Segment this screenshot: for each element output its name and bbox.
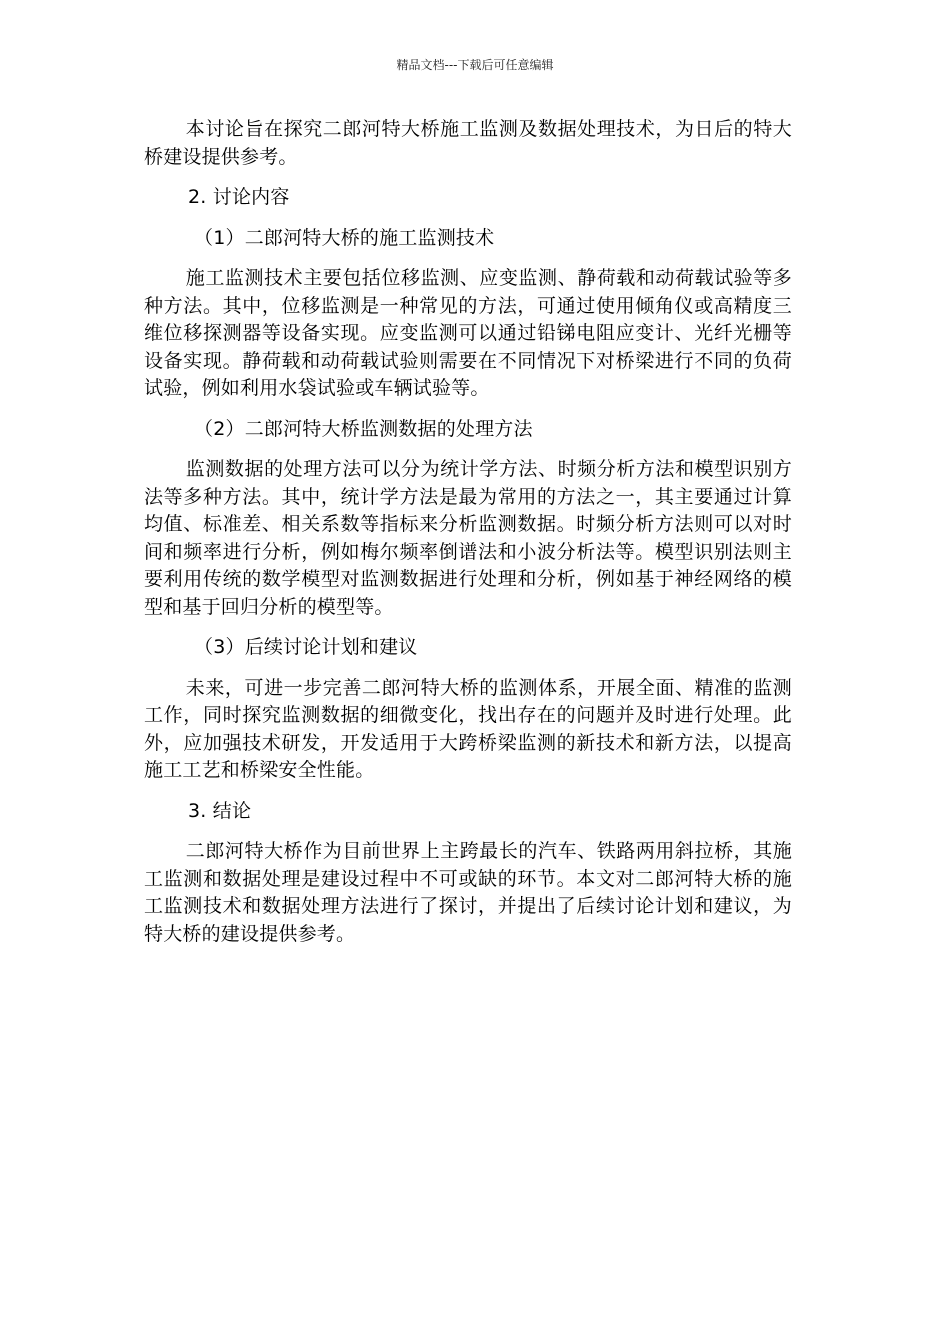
subsection-1-heading: （1）二郎河特大桥的施工监测技术 [194,226,495,249]
subsection-3-paragraph: 未来，可进一步完善二郎河特大桥的监测体系，开展全面、精准的监测工作，同时探究监测数据的细微变化，找出存在的问题并及时进行处理。此外，应加强技术研发，开发适用于大跨桥梁监测的新技术和新方法，以提高施工工艺和桥梁安全性能。 [144,676,792,781]
section-2-heading: 2. 讨论内容 [188,186,290,208]
section-3-heading: 3. 结论 [188,799,252,822]
document-body [144,116,792,961]
conclusion-paragraph: 二郎河特大桥作为目前世界上主跨最长的汽车、铁路两用斜拉桥，其施工监测和数据处理是建设过程中不可或缺的环节。本文对二郎河特大桥的施工监测技术和数据处理方法进行了探讨，并提出了后续讨论计划和建议，为特大桥的建设提供参考。 [144,840,792,945]
subsection-1-paragraph: 施工监测技术主要包括位移监测、应变监测、静荷载和动荷载试验等多种方法。其中，位移监测是一种常见的方法，可通过使用倾角仪或高精度三维位移探测器等设备实现。应变监测可以通过铅锑电阻应变计、光纤光栅等设备实现。静荷载和动荷载试验则需要在不同情况下对桥梁进行不同的负荷试验，例如利用水袋试验或车辆试验等。 [144,267,792,399]
subsection-3-heading: （3）后续讨论计划和建议 [194,636,418,658]
page-header: 精品文档---下载后可任意编辑 [396,58,554,72]
subsection-2-paragraph: 监测数据的处理方法可以分为统计学方法、时频分析方法和模型识别方法等多种方法。其中，统计学方法是最为常用的方法之一，其主要通过计算均值、标准差、相关系数等指标来分析监测数据。时频分析方法则可以对时间和频率进行分析，例如梅尔频率倒谱法和小波分析法等。模型识别法则主要利用传统的数学模型对监测数据进行处理和分析，例如基于神经网络的模型和基于回归分析的模型等。 [144,458,792,618]
intro-paragraph: 本讨论旨在探究二郎河特大桥施工监测及数据处理技术，为日后的特大桥建设提供参考。 [144,118,792,168]
subsection-2-heading: （2）二郎河特大桥监测数据的处理方法 [194,417,533,440]
